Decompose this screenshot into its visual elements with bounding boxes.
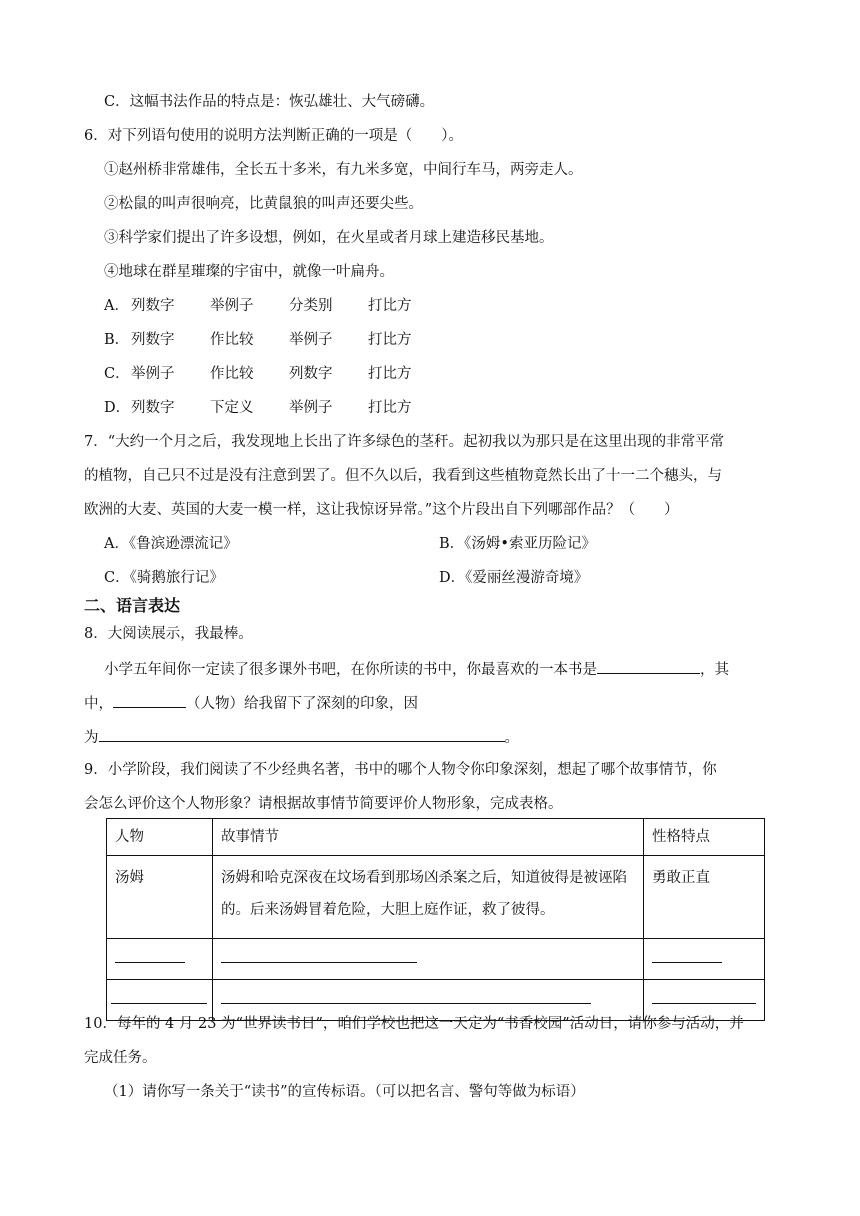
q5-option-c: C．这幅书法作品的特点是：恢弘雄壮、大气磅礴。 — [104, 94, 435, 110]
q8-line-2 — [84, 692, 418, 714]
q7-stem-line-2: 的植物，自己只不过是没有注意到罢了。但不久以后，我看到这些植物竟然长出了十一二个穗头，与 — [84, 468, 722, 484]
table-row — [107, 856, 765, 939]
q6-sentence-4: ④地球在群星璀璨的宇宙中，就像一叶扁舟。 — [104, 264, 394, 280]
cell-person-blank[interactable] — [107, 939, 213, 980]
option-item: 举例子 — [289, 400, 333, 416]
q6-sentence-2: ②松鼠的叫声很响亮，比黄鼠狼的叫声还要尖些。 — [104, 196, 423, 212]
option-item: 分类别 — [289, 298, 333, 314]
option-item: 打比方 — [368, 332, 412, 348]
q8-text: 为 — [84, 730, 99, 746]
option-item: 列数字 — [131, 332, 175, 348]
q10-task-1: （1）请你写一条关于“读书”的宣传标语。（可以把名言、警句等做为标语） — [104, 1084, 585, 1100]
q8-line-3 — [84, 726, 519, 748]
answer-line — [652, 944, 722, 963]
answer-line — [111, 985, 207, 1004]
q7-option-d[interactable]: D．《爱丽丝漫游奇境》 — [439, 570, 589, 586]
cell-trait-blank[interactable] — [643, 939, 764, 980]
option-item: 举例子 — [210, 298, 254, 314]
section-title: 二、语言表达 — [84, 596, 181, 615]
option-item: 列数字 — [289, 366, 333, 382]
q7-stem-line-1: 7．“大约一个月之后，我发现地上长出了许多绿色的茎秆。起初我以为那只是在这里出现的非常平常 — [84, 434, 725, 450]
option-letter: C． — [104, 366, 130, 382]
cell-plot-blank[interactable] — [212, 939, 643, 980]
character-table — [106, 818, 765, 1021]
option-item: 打比方 — [368, 400, 412, 416]
q8-line-1 — [104, 658, 729, 680]
table-row — [107, 939, 765, 980]
option-item: 作比较 — [210, 366, 254, 382]
q8-stem: 8．大阅读展示，我最棒。 — [84, 626, 253, 642]
option-letter: A． — [104, 298, 129, 314]
favorite-book-blank[interactable] — [597, 658, 700, 674]
cell-trait: 勇敢正直 — [643, 856, 764, 939]
q8-text: 中， — [84, 696, 113, 712]
q10-stem-line-2: 完成任务。 — [84, 1050, 157, 1066]
option-item: 打比方 — [368, 366, 412, 382]
q7-option-c[interactable]: C．《骑鹅旅行记》 — [104, 570, 224, 586]
q7-option-b[interactable]: B．《汤姆•索亚历险记》 — [439, 536, 596, 552]
header-person: 人物 — [107, 819, 213, 856]
q10-stem-line-1: 10．每年的 4 月 23 为“世界读书日”，咱们学校也把这一天定为“书香校园”活动日，请你参与活动，并 — [84, 1016, 744, 1032]
option-item: 列数字 — [131, 400, 175, 416]
answer-line — [652, 985, 756, 1004]
header-plot: 故事情节 — [212, 819, 643, 856]
q8-text: （人物）给我留下了深刻的印象，因 — [186, 696, 418, 712]
header-trait: 性格特点 — [643, 819, 764, 856]
option-item: 作比较 — [210, 332, 254, 348]
table-header-row — [107, 819, 765, 856]
answer-line — [115, 944, 185, 963]
answer-line — [221, 944, 417, 963]
option-item: 打比方 — [368, 298, 412, 314]
q8-text: 小学五年间你一定读了很多课外书吧，在你所读的书中，你最喜欢的一本书是 — [104, 662, 597, 678]
q7-stem-line-3: 欧洲的大麦、英国的大麦一模一样，这让我惊讶异常。”这个片段出自下列哪部作品？（ ） — [84, 502, 679, 518]
cell-plot: 汤姆和哈克深夜在坟场看到那场凶杀案之后，知道彼得是被诬陷的。后来汤姆冒着危险，大胆上庭作证，救了彼得。 — [212, 856, 643, 939]
q9-stem-line-1: 9．小学阶段，我们阅读了不少经典名著，书中的哪个人物令你印象深刻，想起了哪个故事情节，你 — [84, 762, 717, 778]
q9-stem-line-2: 会怎么评价这个人物形象？请根据故事情节简要评价人物形象，完成表格。 — [84, 796, 563, 812]
q6-sentence-3: ③科学家们提出了许多设想，例如，在火星或者月球上建造移民基地。 — [104, 230, 554, 246]
q6-sentence-1: ①赵州桥非常雄伟，全长五十多米，有九米多宽，中间行车马，两旁走人。 — [104, 162, 583, 178]
q7-option-a[interactable]: A．《鲁滨逊漂流记》 — [104, 536, 238, 552]
option-item: 下定义 — [210, 400, 254, 416]
character-blank[interactable] — [113, 692, 186, 708]
option-letter: D． — [104, 400, 131, 416]
reason-blank[interactable] — [99, 726, 505, 742]
option-item: 举例子 — [131, 366, 175, 382]
option-letter: B． — [104, 332, 130, 348]
q8-text: ，其 — [700, 662, 729, 678]
cell-person: 汤姆 — [107, 856, 213, 939]
q8-text: 。 — [504, 730, 519, 746]
answer-line — [221, 985, 591, 1004]
option-item: 举例子 — [289, 332, 333, 348]
q6-stem: 6．对下列语句使用的说明方法判断正确的一项是（ ）。 — [84, 128, 463, 144]
option-item: 列数字 — [131, 298, 175, 314]
